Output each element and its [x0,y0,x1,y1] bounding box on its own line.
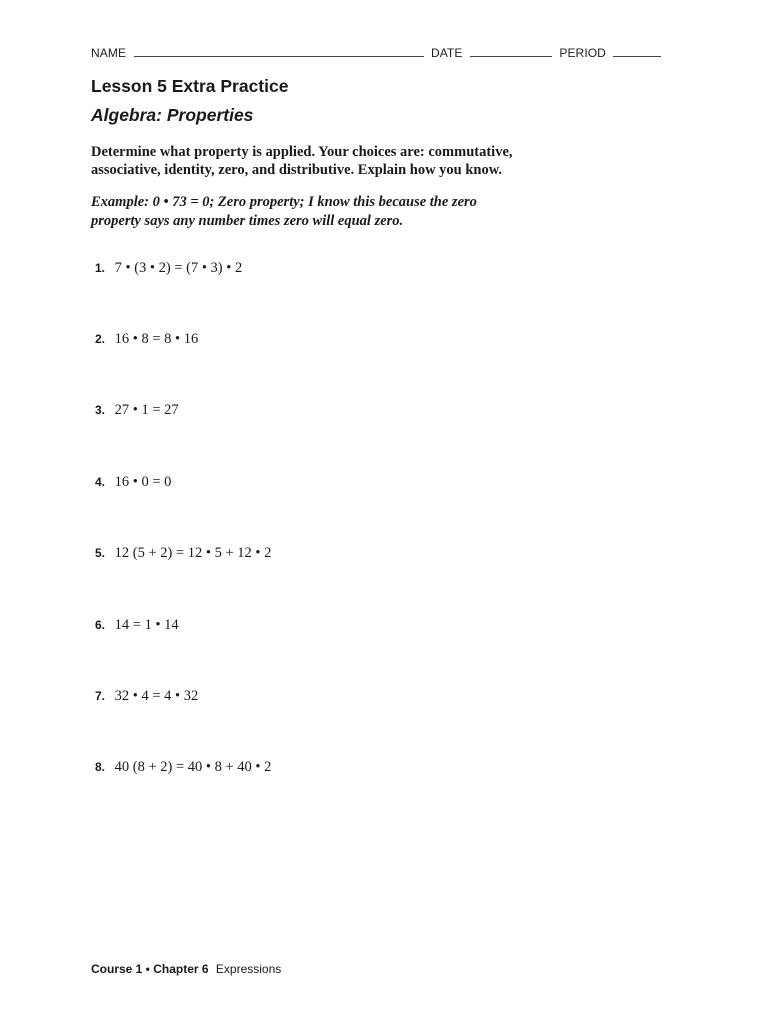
problem-text: 32 • 4 = 4 • 32 [114,688,199,704]
problem-number: 2. [95,332,106,346]
footer-chapter-title: Expressions [215,962,282,976]
problem-number: 3. [95,403,106,417]
problem-6 [95,617,179,634]
date-label: DATE [430,46,463,60]
problem-text: 14 = 1 • 14 [114,617,179,633]
student-info-line [91,46,665,60]
problem-4 [95,474,171,491]
lesson-subtitle: Algebra: Properties [91,105,254,125]
date-blank [470,47,552,57]
example: Example: 0 • 73 = 0; Zero property; I know this because the zero property says any number times zero will equal zero. [91,194,477,229]
problem-text: 12 (5 + 2) = 12 • 5 + 12 • 2 [114,545,272,561]
problem-2 [95,331,198,348]
problem-text: 27 • 1 = 27 [114,402,179,418]
problem-number: 5. [95,546,106,560]
problem-number: 4. [95,475,106,489]
directions: Determine what property is applied. Your choices are: commutative, associative, identity, zero, and distributive. Explain how you know. [91,144,513,178]
name-label: NAME [91,46,127,60]
period-label: PERIOD [559,46,606,60]
name-blank [134,47,424,57]
problem-text: 16 • 8 = 8 • 16 [114,331,199,347]
problem-number: 7. [95,689,106,703]
problem-7 [95,688,198,705]
problem-text: 16 • 0 = 0 [114,474,172,490]
page-footer [91,962,281,976]
problem-5 [95,545,271,562]
problem-1 [95,260,242,277]
lesson-title: Lesson 5 Extra Practice [91,76,289,96]
footer-course: Course 1 • Chapter 6 [91,962,209,976]
period-blank [613,47,661,57]
problem-number: 1. [95,261,106,275]
problem-8 [95,759,271,776]
problem-text: 7 • (3 • 2) = (7 • 3) • 2 [114,260,243,276]
problem-text: 40 (8 + 2) = 40 • 8 + 40 • 2 [114,759,272,775]
problem-3 [95,402,179,419]
problem-number: 8. [95,760,106,774]
problem-number: 6. [95,618,106,632]
